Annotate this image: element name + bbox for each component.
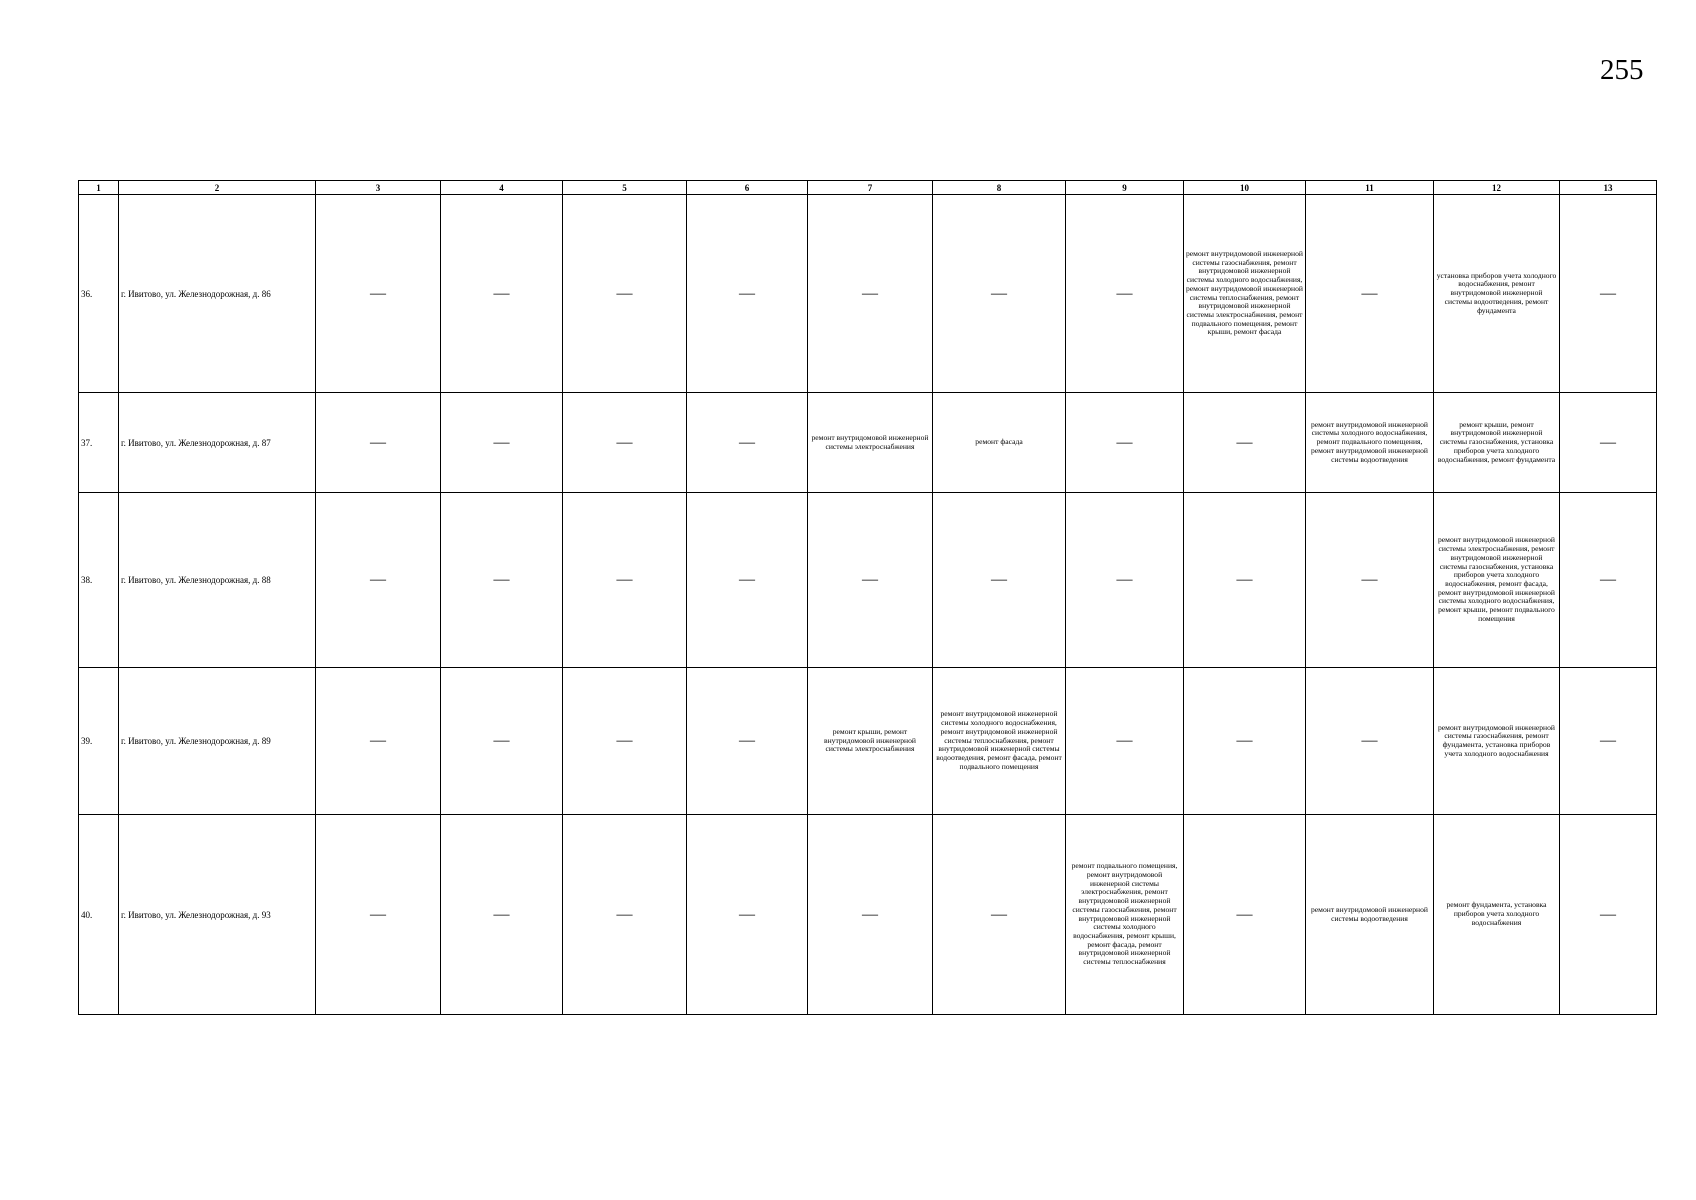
empty-dash-cell: — <box>1306 668 1434 815</box>
empty-dash-cell: — <box>1560 393 1657 493</box>
column-header: 1 <box>79 181 119 195</box>
empty-dash-cell: — <box>687 668 808 815</box>
work-type-cell: ремонт подвального помещения, ремонт внутридомовой инженерной системы электроснабжения, ремонт внутридомовой инженерной системы газоснабжения, ремонт внутридомовой инженерной системы холодного водоснабжения, ремонт крыши, ремонт фасада, ремонт внутридомовой инженерной системы теплоснабжения <box>1066 815 1184 1015</box>
address-cell: г. Ивитово, ул. Железнодорожная, д. 87 <box>119 393 316 493</box>
column-number-header-row <box>79 181 1657 195</box>
empty-dash-cell: — <box>441 393 563 493</box>
address-cell: г. Ивитово, ул. Железнодорожная, д. 86 <box>119 195 316 393</box>
empty-dash-cell: — <box>1184 668 1306 815</box>
empty-dash-cell: — <box>316 393 441 493</box>
work-type-cell: ремонт фундамента, установка приборов учета холодного водоснабжения <box>1434 815 1560 1015</box>
column-header: 8 <box>933 181 1066 195</box>
column-header: 11 <box>1306 181 1434 195</box>
repair-schedule-table <box>78 180 1657 1015</box>
empty-dash-cell: — <box>441 668 563 815</box>
column-header: 4 <box>441 181 563 195</box>
work-type-cell: ремонт внутридомовой инженерной системы электроснабжения, ремонт внутридомовой инженерной системы газоснабжения, установка приборов учета холодного водоснабжения, ремонт фасада, ремонт внутридомовой инженерной системы холодного водоснабжения, ремонт крыши, ремонт подвального помещения <box>1434 493 1560 668</box>
column-header: 2 <box>119 181 316 195</box>
empty-dash-cell: — <box>1560 668 1657 815</box>
address-cell: г. Ивитово, ул. Железнодорожная, д. 93 <box>119 815 316 1015</box>
empty-dash-cell: — <box>808 815 933 1015</box>
empty-dash-cell: — <box>1066 393 1184 493</box>
empty-dash-cell: — <box>1184 493 1306 668</box>
table-row <box>79 668 1657 815</box>
row-number: 36. <box>79 195 119 393</box>
address-cell: г. Ивитово, ул. Железнодорожная, д. 88 <box>119 493 316 668</box>
row-number: 39. <box>79 668 119 815</box>
column-header: 3 <box>316 181 441 195</box>
empty-dash-cell: — <box>687 195 808 393</box>
work-type-cell: ремонт внутридомовой инженерной системы газоснабжения, ремонт фундамента, установка приборов учета холодного водоснабжения <box>1434 668 1560 815</box>
table-row <box>79 195 1657 393</box>
work-type-cell: ремонт фасада <box>933 393 1066 493</box>
work-type-cell: ремонт внутридомовой инженерной системы электроснабжения <box>808 393 933 493</box>
empty-dash-cell: — <box>687 393 808 493</box>
empty-dash-cell: — <box>441 493 563 668</box>
empty-dash-cell: — <box>1306 195 1434 393</box>
row-number: 40. <box>79 815 119 1015</box>
empty-dash-cell: — <box>1306 493 1434 668</box>
empty-dash-cell: — <box>563 668 687 815</box>
column-header: 5 <box>563 181 687 195</box>
column-header: 9 <box>1066 181 1184 195</box>
table-row <box>79 493 1657 668</box>
work-type-cell: ремонт крыши, ремонт внутридомовой инженерной системы электроснабжения <box>808 668 933 815</box>
empty-dash-cell: — <box>441 815 563 1015</box>
empty-dash-cell: — <box>1066 195 1184 393</box>
empty-dash-cell: — <box>441 195 563 393</box>
empty-dash-cell: — <box>563 195 687 393</box>
empty-dash-cell: — <box>933 493 1066 668</box>
column-header: 6 <box>687 181 808 195</box>
column-header: 13 <box>1560 181 1657 195</box>
empty-dash-cell: — <box>1184 393 1306 493</box>
column-header: 12 <box>1434 181 1560 195</box>
table-row <box>79 393 1657 493</box>
address-cell: г. Ивитово, ул. Железнодорожная, д. 89 <box>119 668 316 815</box>
empty-dash-cell: — <box>563 393 687 493</box>
empty-dash-cell: — <box>316 493 441 668</box>
row-number: 38. <box>79 493 119 668</box>
table-row <box>79 815 1657 1015</box>
empty-dash-cell: — <box>808 493 933 668</box>
row-number: 37. <box>79 393 119 493</box>
empty-dash-cell: — <box>1560 815 1657 1015</box>
work-type-cell: установка приборов учета холодного водоснабжения, ремонт внутридомовой инженерной системы водоотведения, ремонт фундамента <box>1434 195 1560 393</box>
empty-dash-cell: — <box>1066 493 1184 668</box>
empty-dash-cell: — <box>563 815 687 1015</box>
work-type-cell: ремонт внутридомовой инженерной системы газоснабжения, ремонт внутридомовой инженерной системы холодного водоснабжения, ремонт внутридомовой инженерной системы теплоснабжения, ремонт внутридомовой инженерной системы электроснабжения, ремонт подвального помещения, ремонт крыши, ремонт фасада <box>1184 195 1306 393</box>
page-number: 255 <box>1600 54 1644 86</box>
work-type-cell: ремонт внутридомовой инженерной системы холодного водоснабжения, ремонт внутридомовой инженерной системы теплоснабжения, ремонт внутридомовой инженерной системы водоотведения, ремонт фасада, ремонт подвального помещения <box>933 668 1066 815</box>
empty-dash-cell: — <box>316 668 441 815</box>
empty-dash-cell: — <box>1184 815 1306 1015</box>
column-header: 10 <box>1184 181 1306 195</box>
empty-dash-cell: — <box>687 815 808 1015</box>
empty-dash-cell: — <box>316 195 441 393</box>
empty-dash-cell: — <box>316 815 441 1015</box>
work-type-cell: ремонт внутридомовой инженерной системы холодного водоснабжения, ремонт подвального помещения, ремонт внутридомовой инженерной системы водоотведения <box>1306 393 1434 493</box>
work-type-cell: ремонт внутридомовой инженерной системы водоотведения <box>1306 815 1434 1015</box>
empty-dash-cell: — <box>1560 493 1657 668</box>
work-type-cell: ремонт крыши, ремонт внутридомовой инженерной системы газоснабжения, установка приборов учета холодного водоснабжения, ремонт фундамента <box>1434 393 1560 493</box>
empty-dash-cell: — <box>1066 668 1184 815</box>
empty-dash-cell: — <box>563 493 687 668</box>
column-header: 7 <box>808 181 933 195</box>
empty-dash-cell: — <box>933 195 1066 393</box>
empty-dash-cell: — <box>933 815 1066 1015</box>
empty-dash-cell: — <box>1560 195 1657 393</box>
empty-dash-cell: — <box>808 195 933 393</box>
empty-dash-cell: — <box>687 493 808 668</box>
